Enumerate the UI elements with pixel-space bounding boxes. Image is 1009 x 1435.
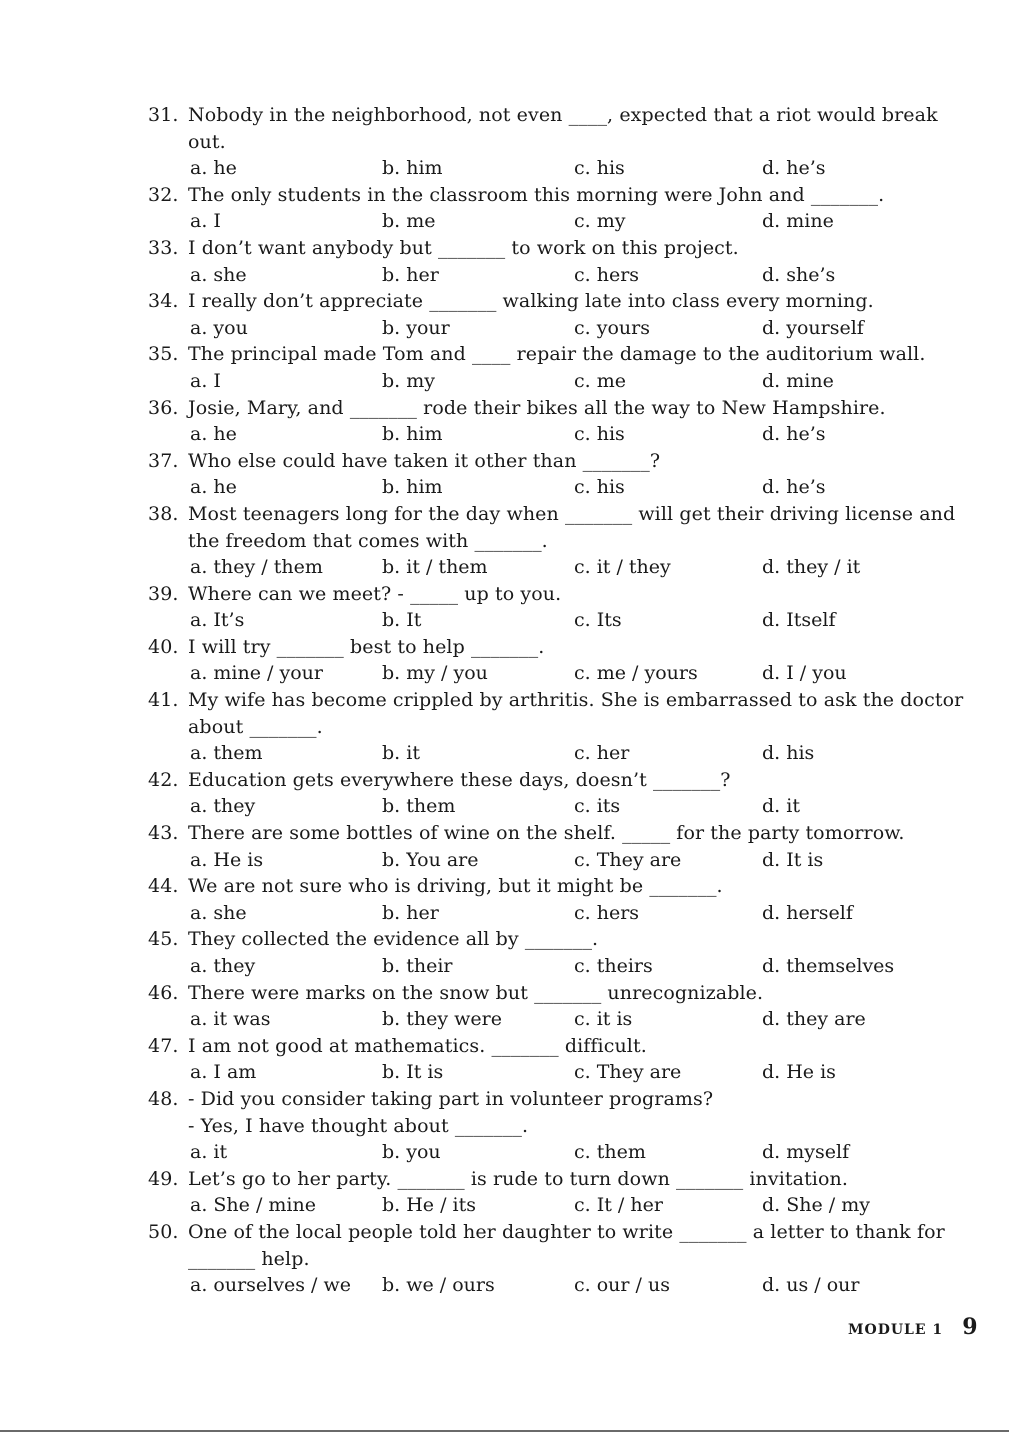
option-c: c. his: [574, 423, 625, 446]
answer-options: [190, 155, 968, 182]
option-a: a. it: [190, 1141, 228, 1164]
question-stem: [148, 1033, 968, 1060]
option-c: c. They are: [574, 1061, 682, 1084]
question-text: The principal made Tom and ____ repair the damage to the auditorium wall.: [188, 343, 926, 366]
question-stem: [148, 980, 968, 1007]
option-b: b. they were: [382, 1008, 502, 1031]
question-item: [148, 341, 968, 394]
option-c: c. our / us: [574, 1274, 670, 1297]
question-item: [148, 1033, 968, 1086]
option-d: d. yourself: [762, 316, 864, 339]
answer-options: [190, 421, 968, 448]
question-stem: [148, 182, 968, 209]
option-d: d. myself: [762, 1141, 850, 1164]
option-b: b. my: [382, 369, 435, 392]
question-item: [148, 980, 968, 1033]
answer-options: [190, 262, 968, 289]
option-a: a. it was: [190, 1008, 271, 1031]
question-number: 46.: [148, 981, 179, 1004]
question-number: 33.: [148, 236, 179, 259]
option-d: d. She / my: [762, 1194, 870, 1217]
question-number: 44.: [148, 875, 179, 898]
question-stem: [148, 1219, 968, 1272]
question-stem: [148, 820, 968, 847]
question-stem: [148, 341, 968, 368]
question-text: I will try _______ best to help _______.: [188, 635, 545, 658]
option-a: a. mine / your: [190, 662, 323, 685]
question-stem: [148, 288, 968, 315]
option-b: b. me: [382, 210, 436, 233]
option-c: c. me: [574, 369, 626, 392]
question-text: One of the local people told her daughter to write _______ a letter to thank for _______ help.: [188, 1220, 951, 1270]
option-a: a. they: [190, 955, 256, 977]
option-a: a. she: [190, 263, 247, 286]
question-number: 47.: [148, 1034, 179, 1057]
question-number: 35.: [148, 343, 179, 366]
option-b: b. your: [382, 316, 450, 339]
question-item: [148, 926, 968, 979]
option-b: b. it / them: [382, 556, 488, 579]
question-text: I am not good at mathematics. _______ difficult.: [188, 1034, 647, 1057]
option-b: b. her: [382, 901, 439, 924]
question-stem: [148, 634, 968, 661]
question-item: [148, 1166, 968, 1219]
option-d: d. Itself: [762, 609, 836, 632]
option-b: b. their: [382, 955, 453, 977]
answer-options: [190, 953, 968, 980]
question-stem: [148, 448, 968, 475]
question-text: - Did you consider taking part in volunteer programs? - Yes, I have thought about _______.: [188, 1087, 714, 1137]
page-footer: [848, 1314, 978, 1340]
question-number: 49.: [148, 1167, 179, 1190]
option-c: c. theirs: [574, 955, 653, 977]
question-text: The only students in the classroom this morning were John and _______.: [188, 183, 885, 206]
question-item: [148, 235, 968, 288]
option-c: c. its: [574, 795, 621, 818]
option-c: c. it is: [574, 1008, 633, 1031]
option-a: a. He is: [190, 848, 264, 871]
question-item: [148, 102, 968, 182]
option-c: c. It / her: [574, 1194, 663, 1217]
option-b: b. him: [382, 423, 443, 446]
answer-options: [190, 315, 968, 342]
answer-options: [190, 847, 968, 874]
option-b: b. him: [382, 476, 443, 499]
question-text: They collected the evidence all by _______.: [188, 928, 599, 951]
answer-options: [190, 474, 968, 501]
question-text: Who else could have taken it other than _______?: [188, 449, 661, 472]
question-item: [148, 395, 968, 448]
option-d: d. it: [762, 795, 800, 818]
option-d: d. they / it: [762, 556, 861, 579]
question-number: 48.: [148, 1087, 179, 1110]
option-b: b. him: [382, 157, 443, 180]
option-c: c. They are: [574, 848, 682, 871]
answer-options: [190, 1192, 968, 1219]
option-a: a. them: [190, 742, 263, 765]
answer-options: [190, 1059, 968, 1086]
question-number: 39.: [148, 582, 179, 605]
option-b: b. my / you: [382, 662, 488, 685]
option-d: d. he’s: [762, 157, 826, 180]
option-d: d. his: [762, 742, 815, 765]
option-a: a. he: [190, 423, 237, 446]
option-d: d. she’s: [762, 263, 836, 286]
option-a: a. ourselves / we: [190, 1274, 351, 1297]
option-c: c. hers: [574, 263, 640, 286]
question-stem: [148, 687, 968, 740]
module-label: MODULE 1: [848, 1322, 944, 1338]
question-text: Where can we meet? - _____ up to you.: [188, 582, 562, 605]
question-number: 40.: [148, 635, 179, 658]
question-item: [148, 687, 968, 767]
option-a: a. they / them: [190, 556, 323, 579]
option-c: c. my: [574, 210, 626, 233]
option-b: b. you: [382, 1141, 441, 1164]
bottom-divider: [0, 1430, 1009, 1432]
question-item: [148, 873, 968, 926]
question-text: There are some bottles of wine on the shelf. _____ for the party tomorrow.: [188, 822, 905, 845]
question-text: I really don’t appreciate _______ walking late into class every morning.: [188, 290, 874, 313]
option-a: a. I am: [190, 1061, 257, 1084]
question-stem: [148, 395, 968, 422]
question-item: [148, 581, 968, 634]
option-b: b. He / its: [382, 1194, 476, 1217]
option-d: d. he’s: [762, 423, 826, 446]
option-d: d. I / you: [762, 662, 847, 685]
question-item: [148, 767, 968, 820]
question-text: Josie, Mary, and _______ rode their bikes all the way to New Hampshire.: [188, 396, 886, 419]
question-stem: [148, 235, 968, 262]
answer-options: [190, 1272, 968, 1299]
answer-options: [190, 607, 968, 634]
option-a: a. she: [190, 901, 247, 924]
question-list: [148, 102, 968, 1299]
question-number: 43.: [148, 822, 179, 845]
question-stem: [148, 926, 968, 953]
question-number: 32.: [148, 183, 179, 206]
option-a: a. he: [190, 476, 237, 499]
option-d: d. mine: [762, 369, 834, 392]
question-item: [148, 1086, 968, 1166]
question-item: [148, 182, 968, 235]
question-text: Let’s go to her party. _______ is rude to turn down _______ invitation.: [188, 1167, 848, 1190]
question-item: [148, 634, 968, 687]
option-a: a. She / mine: [190, 1194, 316, 1217]
question-number: 45.: [148, 928, 179, 951]
question-number: 31.: [148, 104, 179, 126]
option-d: d. herself: [762, 901, 853, 924]
question-text: Nobody in the neighborhood, not even ____, expected that a riot would break out.: [188, 104, 944, 153]
question-stem: [148, 581, 968, 608]
option-b: b. them: [382, 795, 456, 818]
question-stem: [148, 102, 968, 155]
option-c: c. Its: [574, 609, 622, 632]
question-number: 50.: [148, 1220, 179, 1243]
option-b: b. it: [382, 742, 420, 765]
question-text: We are not sure who is driving, but it might be _______.: [188, 875, 723, 898]
answer-options: [190, 793, 968, 820]
question-stem: [148, 1086, 968, 1139]
question-item: [148, 288, 968, 341]
option-d: d. mine: [762, 210, 834, 233]
option-a: a. you: [190, 316, 248, 339]
question-text: My wife has become crippled by arthritis. She is embarrassed to ask the doctor about _______.: [188, 689, 970, 738]
answer-options: [190, 1006, 968, 1033]
question-stem: [148, 1166, 968, 1193]
option-a: a. It’s: [190, 609, 245, 632]
option-a: a. I: [190, 369, 221, 392]
question-stem: [148, 767, 968, 794]
option-b: b. It: [382, 609, 422, 632]
question-number: 42.: [148, 768, 179, 791]
question-number: 34.: [148, 290, 179, 313]
question-number: 36.: [148, 396, 179, 419]
answer-options: [190, 660, 968, 687]
question-text: Most teenagers long for the day when _______ will get their driving license and the freedom that comes with _______.: [188, 502, 962, 552]
question-text: I don’t want anybody but _______ to work on this project.: [188, 236, 739, 259]
option-b: b. we / ours: [382, 1274, 495, 1297]
option-c: c. hers: [574, 901, 640, 924]
option-a: a. they: [190, 795, 256, 818]
option-c: c. yours: [574, 316, 650, 339]
option-d: d. themselves: [762, 955, 895, 977]
question-number: 37.: [148, 449, 179, 472]
question-item: [148, 501, 968, 581]
option-c: c. them: [574, 1141, 646, 1164]
option-b: b. It is: [382, 1061, 444, 1084]
option-b: b. You are: [382, 848, 479, 871]
answer-options: [190, 1139, 968, 1166]
answer-options: [190, 208, 968, 235]
option-d: d. they are: [762, 1008, 866, 1031]
question-item: [148, 1219, 968, 1299]
option-a: a. he: [190, 157, 237, 180]
option-c: c. me / yours: [574, 662, 698, 685]
question-number: 41.: [148, 689, 179, 712]
answer-options: [190, 900, 968, 927]
answer-options: [190, 554, 968, 581]
option-a: a. I: [190, 210, 221, 233]
question-item: [148, 448, 968, 501]
question-number: 38.: [148, 502, 179, 525]
question-stem: [148, 873, 968, 900]
page-number: 9: [962, 1314, 978, 1340]
question-text: There were marks on the snow but _______ unrecognizable.: [188, 981, 764, 1004]
question-stem: [148, 501, 968, 554]
answer-options: [190, 368, 968, 395]
answer-options: [190, 740, 968, 767]
question-text: Education gets everywhere these days, doesn’t _______?: [188, 768, 731, 791]
option-c: c. her: [574, 742, 630, 765]
question-item: [148, 820, 968, 873]
option-b: b. her: [382, 263, 439, 286]
option-d: d. It is: [762, 848, 824, 871]
option-c: c. his: [574, 157, 625, 180]
option-d: d. he’s: [762, 476, 826, 499]
option-c: c. it / they: [574, 556, 671, 579]
option-c: c. his: [574, 476, 625, 499]
option-d: d. us / our: [762, 1274, 860, 1297]
option-d: d. He is: [762, 1061, 836, 1084]
